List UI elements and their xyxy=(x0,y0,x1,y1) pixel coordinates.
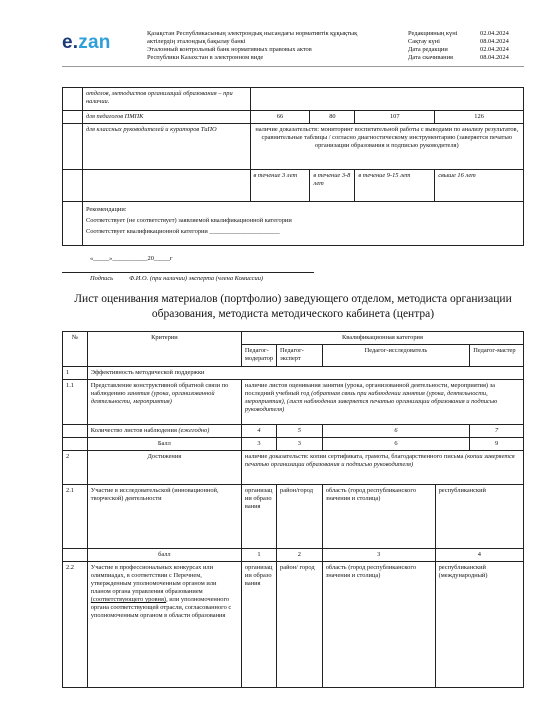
table-row xyxy=(63,111,524,124)
signature-caption: Подпись Ф.И.О. (при наличии) эксперта (члена Комиссии) xyxy=(90,275,264,282)
meta-value: 08.04.2024 xyxy=(480,38,509,45)
table-cell: свыше 16 лет xyxy=(435,170,524,202)
table-row xyxy=(63,88,524,111)
meta-value: 02.04.2024 xyxy=(480,46,509,53)
ezan-logo: e.zan xyxy=(62,32,111,53)
table-cell: область (город республиканского значения и столица) xyxy=(322,485,435,549)
section-label: Эффективность методической поддержки xyxy=(87,367,523,380)
table-cell: 1 xyxy=(241,549,276,562)
table-cell: 3 xyxy=(277,438,323,451)
header-source xyxy=(147,30,387,62)
meta-key: Дата редакции xyxy=(408,46,448,53)
table-cell: наличие доказательств: мониторинг воспитательной работы с выводами по анализу результатов, сравнительные таблицы / согласно диагностическому инструментарию (заверяется печатью организации образования и подписью руководителя) xyxy=(250,124,523,170)
header-category: Квалификационная категория xyxy=(241,332,523,345)
row-number: 1 xyxy=(63,367,88,380)
top-table xyxy=(62,87,524,246)
criteria-cell: Участие в профессиональных конкурсах или олимпиадах, в соответствии с Перечнем, утвержденным уполномоченным органом или планом органа управления образованием (соответствующего уровня), или уполномоченного органа соответствующей отрасли, согласованного с уполномоченным органом в области образования xyxy=(87,562,241,688)
table-row xyxy=(63,367,524,380)
section-label: Достижения xyxy=(87,451,241,485)
table-cell: район/город xyxy=(277,485,323,549)
meta-key: Редакцияның күні xyxy=(408,30,458,37)
table-cell: 7 xyxy=(470,425,524,438)
table-cell: организации образования xyxy=(241,562,276,688)
recommendation-line: Соответствует (не соответствует) заявляемой квалификационной категории xyxy=(85,217,292,224)
criteria-cell: Участие в исследовательской (инновационной, творческой) деятельности xyxy=(87,485,241,549)
criteria-cell: Балл xyxy=(87,438,241,451)
table-row xyxy=(63,451,524,485)
header-sub: Педагог-эксперт xyxy=(277,345,323,367)
assessment-table xyxy=(62,331,524,688)
criteria-cell: Представление конструктивной обратной связи по наблюдению занятия (урока, организованной деятельности, мероприятия) xyxy=(87,380,241,425)
table-row xyxy=(63,332,524,345)
table-cell: республиканский xyxy=(435,485,523,549)
row-number: 2.1 xyxy=(63,485,88,549)
table-cell: отделов, методистов организаций образования – при наличии. xyxy=(82,88,250,111)
criteria-cell: балл xyxy=(87,549,241,562)
table-cell: для педагогов ПМПК xyxy=(82,111,250,124)
table-cell: 6 xyxy=(322,425,469,438)
row-number: 2.2 xyxy=(63,562,88,688)
table-row xyxy=(63,485,524,549)
table-cell: для классных руководителей и кураторов ТиПО xyxy=(82,124,250,170)
signature-rule xyxy=(62,272,314,273)
table-cell: область (город республиканского значения и столица) xyxy=(322,562,435,688)
table-row xyxy=(63,170,524,202)
table-cell: 66 xyxy=(250,111,310,124)
table-row xyxy=(63,124,524,170)
header-sub: Педагог-модератор xyxy=(241,345,276,367)
header-line: Эталонный контрольный банк нормативных правовых актов xyxy=(147,46,312,53)
table-cell: 4 xyxy=(241,425,276,438)
table-cell: 2 xyxy=(277,549,323,562)
table-cell: 6 xyxy=(322,438,469,451)
header-meta xyxy=(408,30,509,62)
table-cell: в течение 3-8 лет xyxy=(310,170,355,202)
header-sub: Педагог-мастер xyxy=(470,345,524,367)
table-row xyxy=(63,380,524,425)
header-line: Республики Казахстан в электронном виде xyxy=(147,54,264,61)
evidence-cell: наличие листов оценивания занятия (урока, организованной деятельности, мероприятия) за последний учебный год (обратная связь при наблюдении занятия (урока, деятельности, мероприятия), (лист наблюдения заверяется печатью организации образования и подписью руководителя) xyxy=(241,380,523,425)
table-cell: организации образования xyxy=(241,485,276,549)
table-row xyxy=(63,549,524,562)
table-row xyxy=(63,202,524,246)
header-sub: Педагог-исследователь xyxy=(322,345,469,367)
recommendation-line: Соответствует квалификационной категории ______________________ xyxy=(85,228,280,235)
recommendations-cell xyxy=(82,202,523,246)
table-cell: 80 xyxy=(310,111,355,124)
table-row xyxy=(63,425,524,438)
table-cell: 126 xyxy=(435,111,524,124)
row-number: 2 xyxy=(63,451,88,485)
table-cell: 9 xyxy=(470,438,524,451)
meta-value: 02.04.2024 xyxy=(480,30,509,37)
criteria-cell: Количество листов наблюдения (ежегодно) xyxy=(87,425,241,438)
page-title: Лист оценивания материалов (портфолио) заведующего отделом, методиста организации образования, методиста методического кабинета (центра) xyxy=(74,293,512,320)
row-number: 1.1 xyxy=(63,380,88,425)
header-line: актілердің эталондық бақылау банкі xyxy=(147,38,246,45)
table-cell: республиканский (международный) xyxy=(435,562,523,688)
table-cell: 3 xyxy=(322,549,435,562)
table-cell: район/ город xyxy=(277,562,323,688)
table-cell: в течение 3 лет xyxy=(250,170,310,202)
table-cell: 3 xyxy=(241,438,276,451)
meta-value: 08.04.2024 xyxy=(480,54,509,61)
table-cell: 4 xyxy=(435,549,523,562)
header-number: № xyxy=(63,332,88,367)
signature-date: «_____»___________20_____г xyxy=(90,255,173,262)
header-criteria: Критерии xyxy=(87,332,241,367)
recommendations-label: Рекомендации: xyxy=(85,206,127,213)
table-cell: в течение 9-15 лет xyxy=(355,170,435,202)
evidence-cell: наличие доказательств: копии сертификата, грамоты, благодарственного письма (копии заверяется печатью организации образования и подписью руководителя) xyxy=(241,451,523,485)
table-row xyxy=(63,438,524,451)
table-row xyxy=(63,562,524,688)
meta-key: Дата скачивания xyxy=(408,54,453,61)
table-cell: 107 xyxy=(355,111,435,124)
header-line: Қазақстан Республикасының электрондық нысандағы нормативтік құқықтық xyxy=(147,30,358,37)
header-divider xyxy=(62,66,524,67)
table-cell: 5 xyxy=(277,425,323,438)
meta-key: Сақтау күні xyxy=(408,38,440,45)
